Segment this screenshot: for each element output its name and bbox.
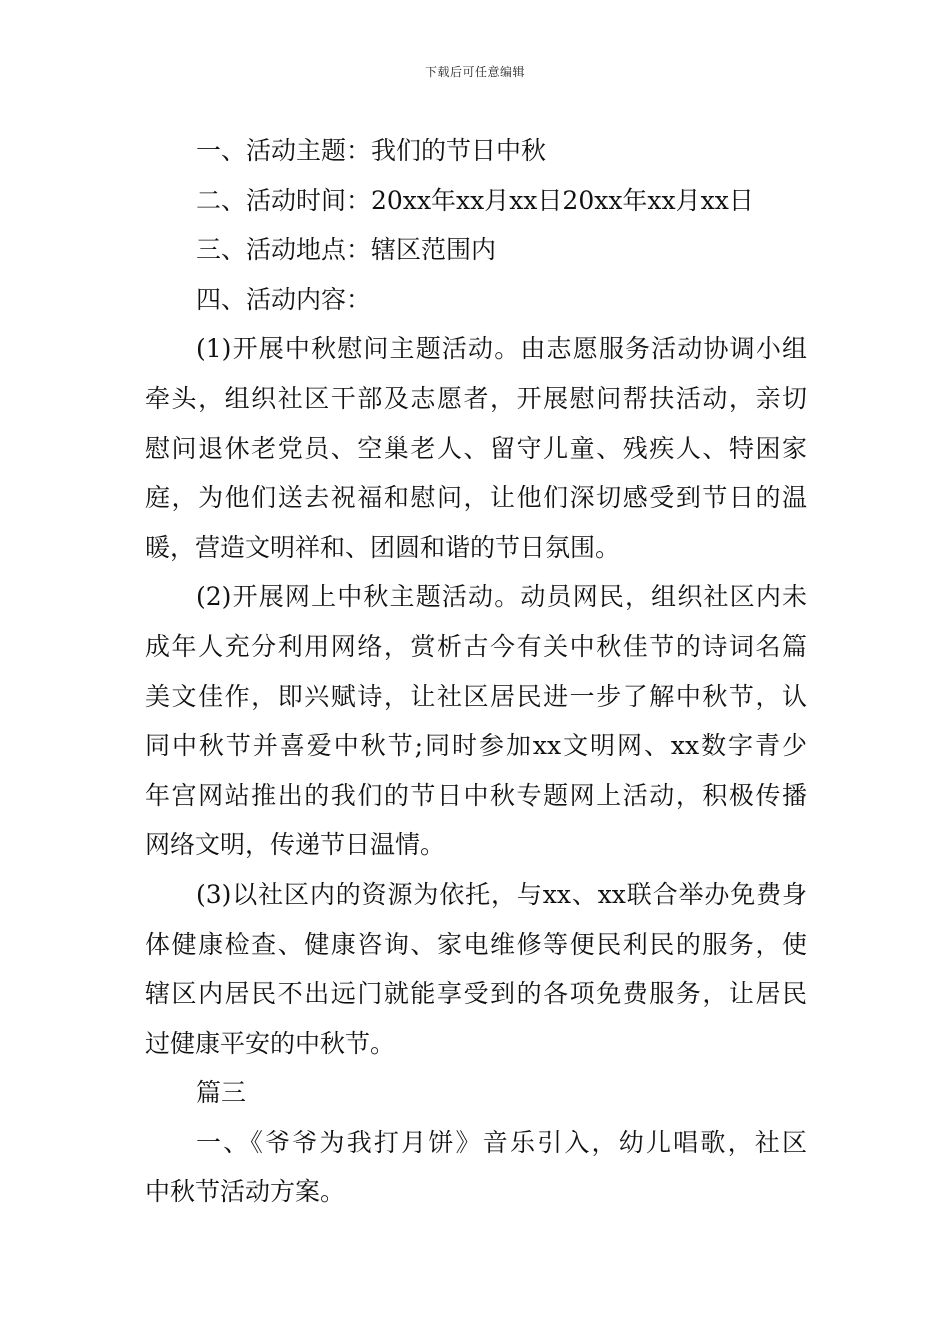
text-line: 慰问退休老党员、空巢老人、留守儿童、残疾人、特困家 <box>145 433 807 463</box>
text-line: (2)开展网上中秋主题活动。动员网民，组织社区内未 <box>196 582 807 612</box>
text-line: 年宫网站推出的我们的节日中秋专题网上活动，积极传播 <box>145 780 807 810</box>
text-line: 一、《爷爷为我打月饼》音乐引入，幼儿唱歌，社区 <box>196 1127 807 1157</box>
text-line: 暖，营造文明祥和、团圆和谐的节日氛围。 <box>145 532 621 562</box>
text-line: 同中秋节并喜爱中秋节;同时参加xx文明网、xx数字青少 <box>145 731 807 761</box>
text-line: 篇三 <box>196 1078 247 1108</box>
page-header: 下载后可任意编辑 <box>424 65 525 79</box>
text-line: 美文佳作，即兴赋诗，让社区居民进一步了解中秋节，认 <box>145 681 807 711</box>
text-line: 中秋节活动方案。 <box>145 1177 346 1207</box>
text-line: 四、活动内容： <box>196 284 372 314</box>
text-line: 一、活动主题：我们的节日中秋 <box>196 136 547 165</box>
text-line: (1)开展中秋慰问主题活动。由志愿服务活动协调小组 <box>196 334 807 364</box>
text-line: 庭，为他们送去祝福和慰问，让他们深切感受到节日的温 <box>145 483 807 513</box>
text-line: 成年人充分利用网络，赏析古今有关中秋佳节的诗词名篇 <box>145 631 807 661</box>
text-line: 体健康检查、健康咨询、家电维修等便民利民的服务，使 <box>145 929 807 959</box>
text-line: 二、活动时间：20xx年xx月xx日20xx年xx月xx日 <box>196 185 754 215</box>
text-line: 过健康平安的中秋节。 <box>145 1028 396 1058</box>
text-line: 牵头，组织社区干部及志愿者，开展慰问帮扶活动，亲切 <box>145 383 807 413</box>
document-body <box>145 126 807 1217</box>
text-line: 辖区内居民不出远门就能享受到的各项免费服务，让居民 <box>145 979 807 1009</box>
text-line: (3)以社区内的资源为依托，与xx、xx联合举办免费身 <box>196 879 807 909</box>
text-line: 网络文明，传递节日温情。 <box>145 830 446 860</box>
text-line: 三、活动地点：辖区范围内 <box>196 235 497 265</box>
